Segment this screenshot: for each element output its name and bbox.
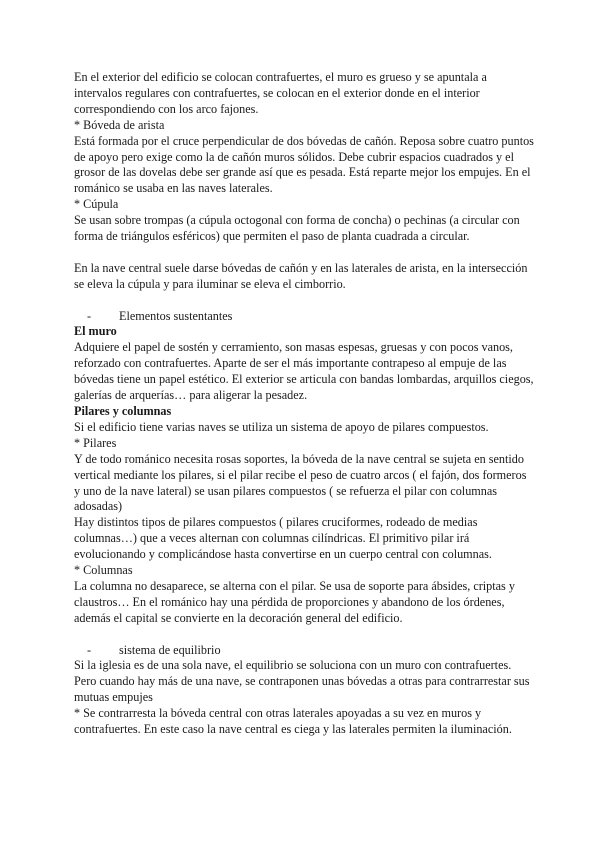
heading-cupula: * Cúpula: [74, 197, 119, 212]
heading-muro: El muro: [74, 324, 117, 339]
paragraph-contrarresta: * Se contrarresta la bóveda central con otras laterales apoyadas a su vez en muros y contrafuertes. En este caso la nave central es ciega y las laterales permiten la iluminación.: [74, 706, 512, 737]
heading-boveda-arista: * Bóveda de arista: [74, 117, 165, 132]
heading-pilares-columnas: Pilares y columnas: [74, 404, 172, 418]
spacer: [74, 293, 534, 309]
paragraph-columnas: La columna no desaparece, se alterna con el pilar. Se usa de soporte para ábsides, criptas y claustros… En el románico hay una pérdida de proporciones y abandono de los órdenes, además el capital se convierte en la decoración general del edificio.: [74, 578, 515, 625]
paragraph-pilares-compuestos: Si el edificio tiene varias naves se utiliza un sistema de apoyo de pilares compuestos.: [74, 419, 489, 434]
paragraph-muro: Adquiere el papel de sostén y cerramiento, son masas espesas, gruesas y con pocos vanos, reforzado con contrafuertes. Aparte de ser el más importante contrapeso al empuje de las bóvedas tiene un papel estético. El exterior se articula con bandas lombardas, arquillos ciegos, galerías de arquerías… para aligerar la pesadez.: [74, 340, 534, 403]
bullet-dash: -: [87, 308, 92, 323]
bullet-label: sistema de equilibrio: [119, 642, 221, 657]
paragraph-boveda-arista: Está formada por el cruce perpendicular de dos bóvedas de cañón. Reposa sobre cuatro puntos de apoyo pero exige como la de cañón muros sólidos. Debe cubrir espacios cuadrados y el grosor de las dovelas debe ser grande así que es pesada. Está reparte mejor los empujes. En el románico se usaba en las naves laterales.: [74, 133, 534, 196]
paragraph-contrafuertes: En el exterior del edificio se colocan contrafuertes, el muro es grueso y se apuntala a intervalos regulares con contrafuertes, se colocan en el exterior donde en el interior correspondiendo con los arco fajones.: [74, 70, 487, 116]
bullet-sistema-equilibrio: [74, 643, 534, 659]
paragraph-nave-central: En la nave central suele darse bóvedas de cañón y en las laterales de arista, en la intersección se eleva la cúpula y para iluminar se eleva el cimborrio.: [74, 260, 528, 291]
paragraph-equilibrio: Si la iglesia es de una sola nave, el equilibrio se soluciona con un muro con contrafuertes. Pero cuando hay más de una nave, se contraponen unas bóvedas a otras para contrarrestar sus mutuas empujes: [74, 658, 530, 705]
document-page: [74, 70, 534, 738]
bullet-dash: -: [87, 642, 92, 657]
spacer: [74, 627, 534, 643]
paragraph-tipos-pilares: Hay distintos tipos de pilares compuestos ( pilares cruciformes, rodeado de medias columnas…) que a veces alternan con columnas cilíndricas. El primitivo pilar irá evolucionando y complicándose hasta convertirse en un cuerpo central con columnas.: [74, 515, 492, 562]
spacer: [74, 245, 534, 261]
paragraph-cupula: Se usan sobre trompas (a cúpula octogonal con forma de concha) o pechinas (a circular con forma de triángulos esféricos) que permiten el paso de planta cuadrada a circular.: [74, 213, 520, 244]
bullet-label: Elementos sustentantes: [119, 308, 233, 323]
heading-columnas: * Columnas: [74, 563, 133, 578]
heading-pilares: * Pilares: [74, 435, 117, 450]
bullet-elementos-sustentantes: [74, 309, 534, 325]
paragraph-pilares: Y de todo románico necesita rosas soportes, la bóveda de la nave central se sujeta en sentido vertical mediante los pilares, si el pilar recibe el peso de cuatro arcos ( el fajón, dos formeros y uno de la nave lateral) se usan pilares compuestos ( se refuerza el pilar con columnas adosadas): [74, 451, 527, 514]
